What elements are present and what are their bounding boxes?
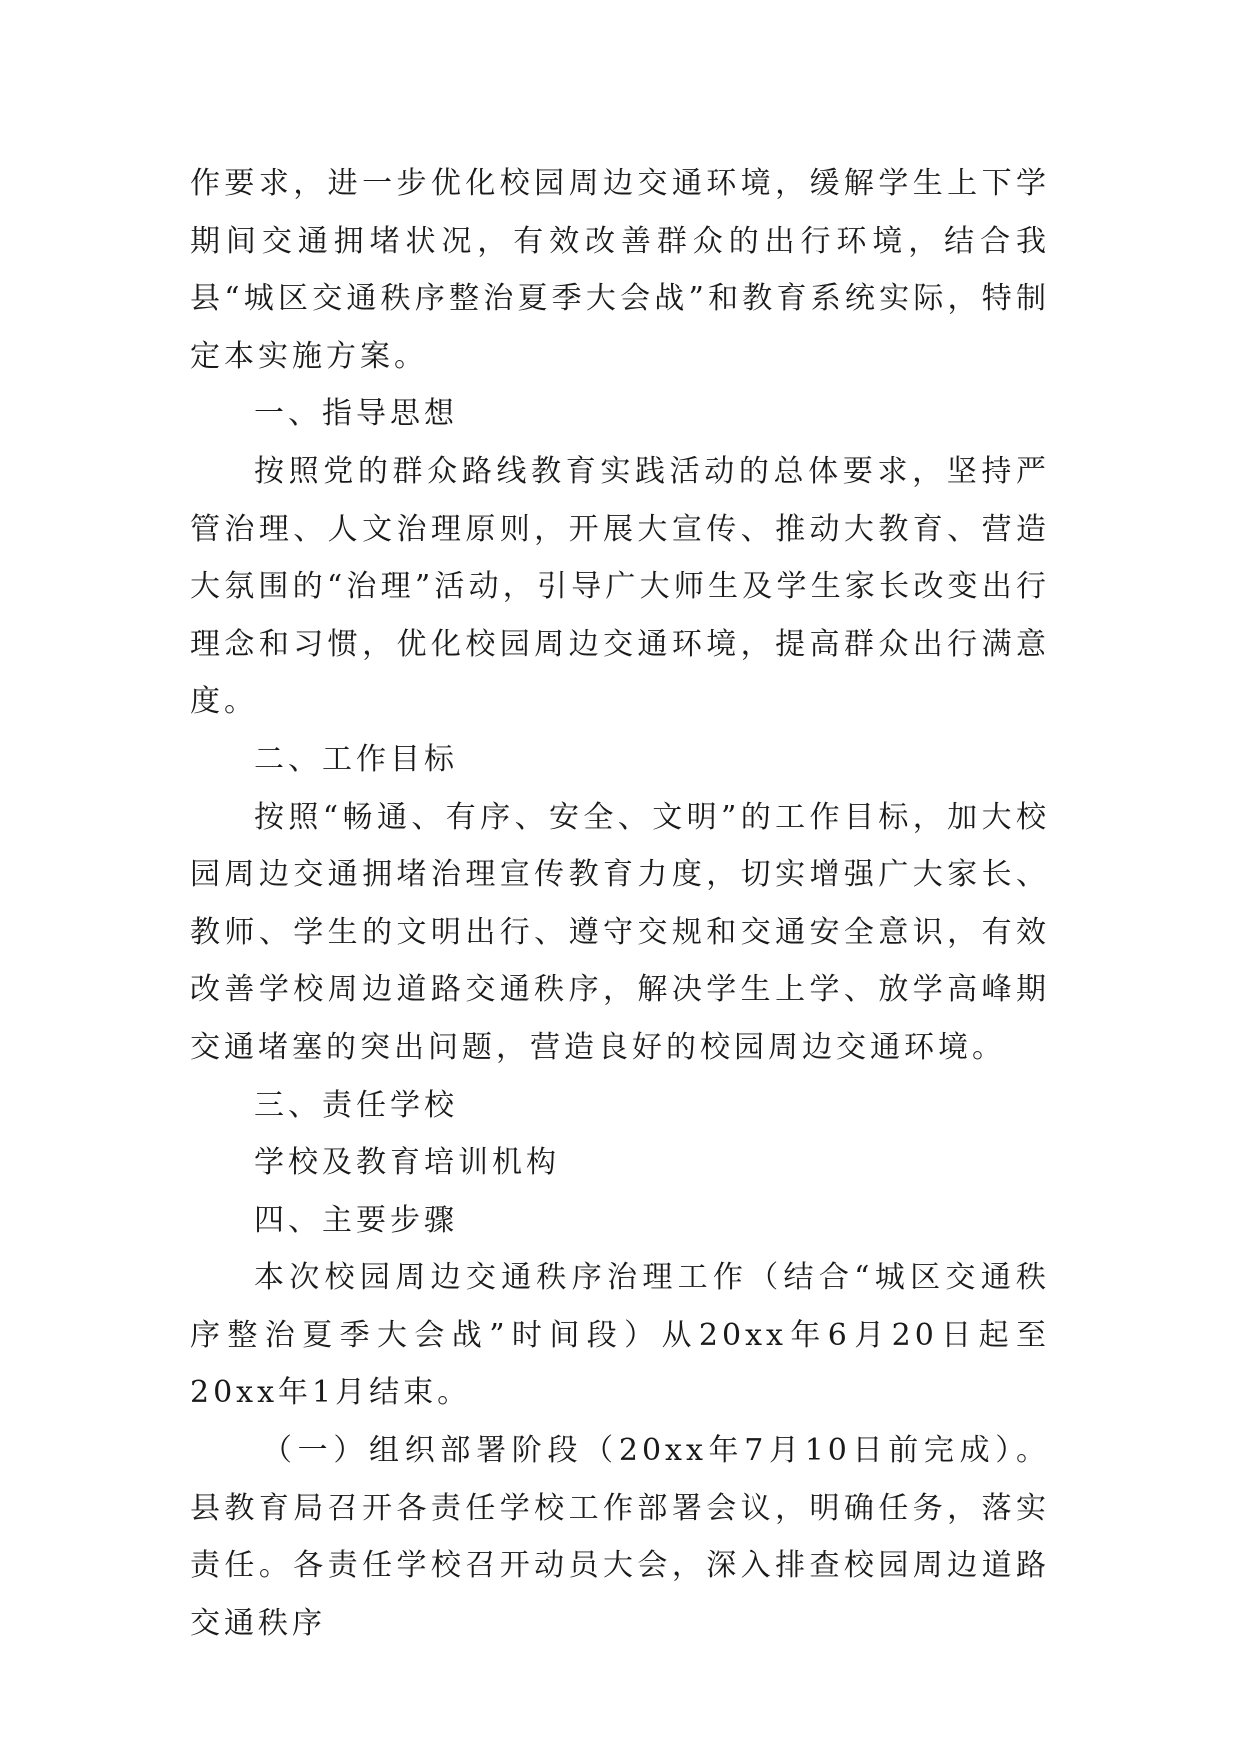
paragraph-intro-continued: 作要求，进一步优化校园周边交通环境，缓解学生上下学期间交通拥堵状况，有效改善群众的出行环境，结合我县“城区交通秩序整治夏季大会战”和教育系统实际，特制定本实施方案。 [190, 166, 1050, 374]
section-heading-work-goals: 二、工作目标 [254, 741, 458, 777]
section-heading-main-steps: 四、主要步骤 [254, 1202, 458, 1238]
paragraph-main-steps: 本次校园周边交通秩序治理工作（结合“城区交通秩序整治夏季大会战”时间段）从20xx年6月20日起至20xx年1月结束。 [190, 1260, 1050, 1411]
paragraph-guiding-ideology: 按照党的群众路线教育实践活动的总体要求，坚持严管治理、人文治理原则，开展大宣传、推动大教育、营造大氛围的“治理”活动，引导广大师生及学生家长改变出行理念和习惯，优化校园周边交通环境，提高群众出行满意度。 [190, 453, 1050, 720]
paragraph-work-goals: 按照“畅通、有序、安全、文明”的工作目标，加大校园周边交通拥堵治理宣传教育力度，切实增强广大家长、教师、学生的文明出行、遵守交规和交通安全意识，有效改善学校周边道路交通秩序，解决学生上学、放学高峰期交通堵塞的突出问题，营造良好的校园周边交通环境。 [190, 799, 1050, 1065]
document-body [190, 155, 1050, 1652]
section-heading-guiding-ideology: 一、指导思想 [254, 396, 458, 432]
paragraph-responsible-schools: 学校及教育培训机构 [254, 1145, 560, 1181]
section-heading-responsible-schools: 三、责任学校 [254, 1087, 458, 1123]
paragraph-deployment-stage: （一）组织部署阶段（20xx年7月10日前完成）。县教育局召开各责任学校工作部署会议，明确任务，落实责任。各责任学校召开动员大会，深入排查校园周边道路交通秩序 [190, 1433, 1050, 1641]
